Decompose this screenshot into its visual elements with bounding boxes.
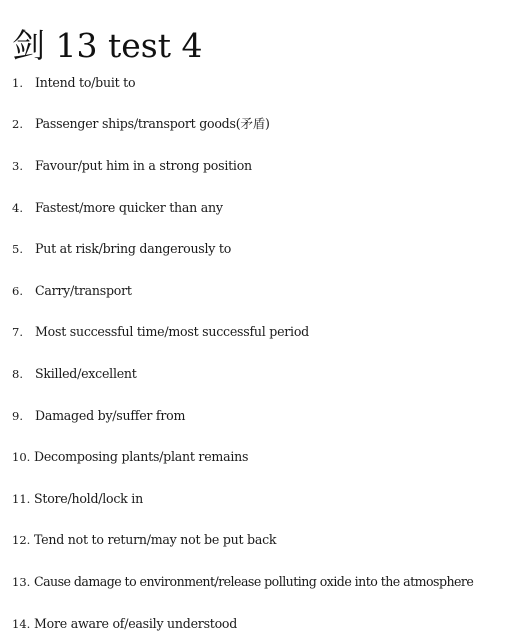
list-item bbox=[12, 104, 531, 146]
item-text: Tend not to return/may not be put back bbox=[34, 532, 277, 548]
item-number: 12. bbox=[12, 533, 31, 548]
list-item bbox=[12, 520, 531, 562]
item-text: Skilled/excellent bbox=[35, 365, 137, 381]
item-number: 11. bbox=[12, 491, 31, 506]
item-text: Damaged by/suffer from bbox=[35, 407, 186, 423]
item-number: 14. bbox=[12, 616, 31, 631]
item-number: 7. bbox=[12, 325, 23, 340]
item-number: 6. bbox=[12, 283, 23, 298]
item-text: More aware of/easily understood bbox=[34, 615, 238, 631]
list-item bbox=[12, 603, 531, 644]
item-text: Put at risk/bring dangerously to bbox=[35, 241, 232, 257]
item-number: 9. bbox=[12, 408, 23, 423]
item-number: 4. bbox=[12, 200, 23, 215]
item-number: 13. bbox=[12, 574, 31, 589]
item-text: Decomposing plants/plant remains bbox=[34, 449, 249, 465]
answer-list bbox=[12, 62, 531, 644]
list-item bbox=[12, 62, 531, 104]
item-number: 10. bbox=[12, 450, 31, 465]
list-item bbox=[12, 561, 531, 603]
document-title: 剑 13 test 4 bbox=[12, 26, 203, 66]
item-number: 1. bbox=[12, 75, 23, 90]
item-text: Cause damage to environment/release polluting oxide into the atmosphere bbox=[34, 573, 474, 589]
list-item bbox=[12, 436, 531, 478]
item-text: Most successful time/most successful period bbox=[35, 324, 309, 340]
item-number: 2. bbox=[12, 117, 23, 132]
list-item bbox=[12, 395, 531, 437]
item-number: 8. bbox=[12, 366, 23, 381]
item-number: 3. bbox=[12, 158, 23, 173]
item-text: Fastest/more quicker than any bbox=[35, 199, 223, 215]
item-text: Store/hold/lock in bbox=[34, 490, 143, 506]
list-item bbox=[12, 187, 531, 229]
list-item bbox=[12, 312, 531, 354]
list-item bbox=[12, 478, 531, 520]
item-text: Carry/transport bbox=[35, 282, 132, 298]
list-item bbox=[12, 353, 531, 395]
item-text: Passenger ships/transport goods(矛盾) bbox=[35, 116, 270, 132]
list-item bbox=[12, 145, 531, 187]
item-text: Favour/put him in a strong position bbox=[35, 157, 252, 173]
item-number: 5. bbox=[12, 242, 23, 257]
list-item bbox=[12, 270, 531, 312]
item-text: Intend to/buit to bbox=[35, 74, 136, 90]
list-item bbox=[12, 228, 531, 270]
